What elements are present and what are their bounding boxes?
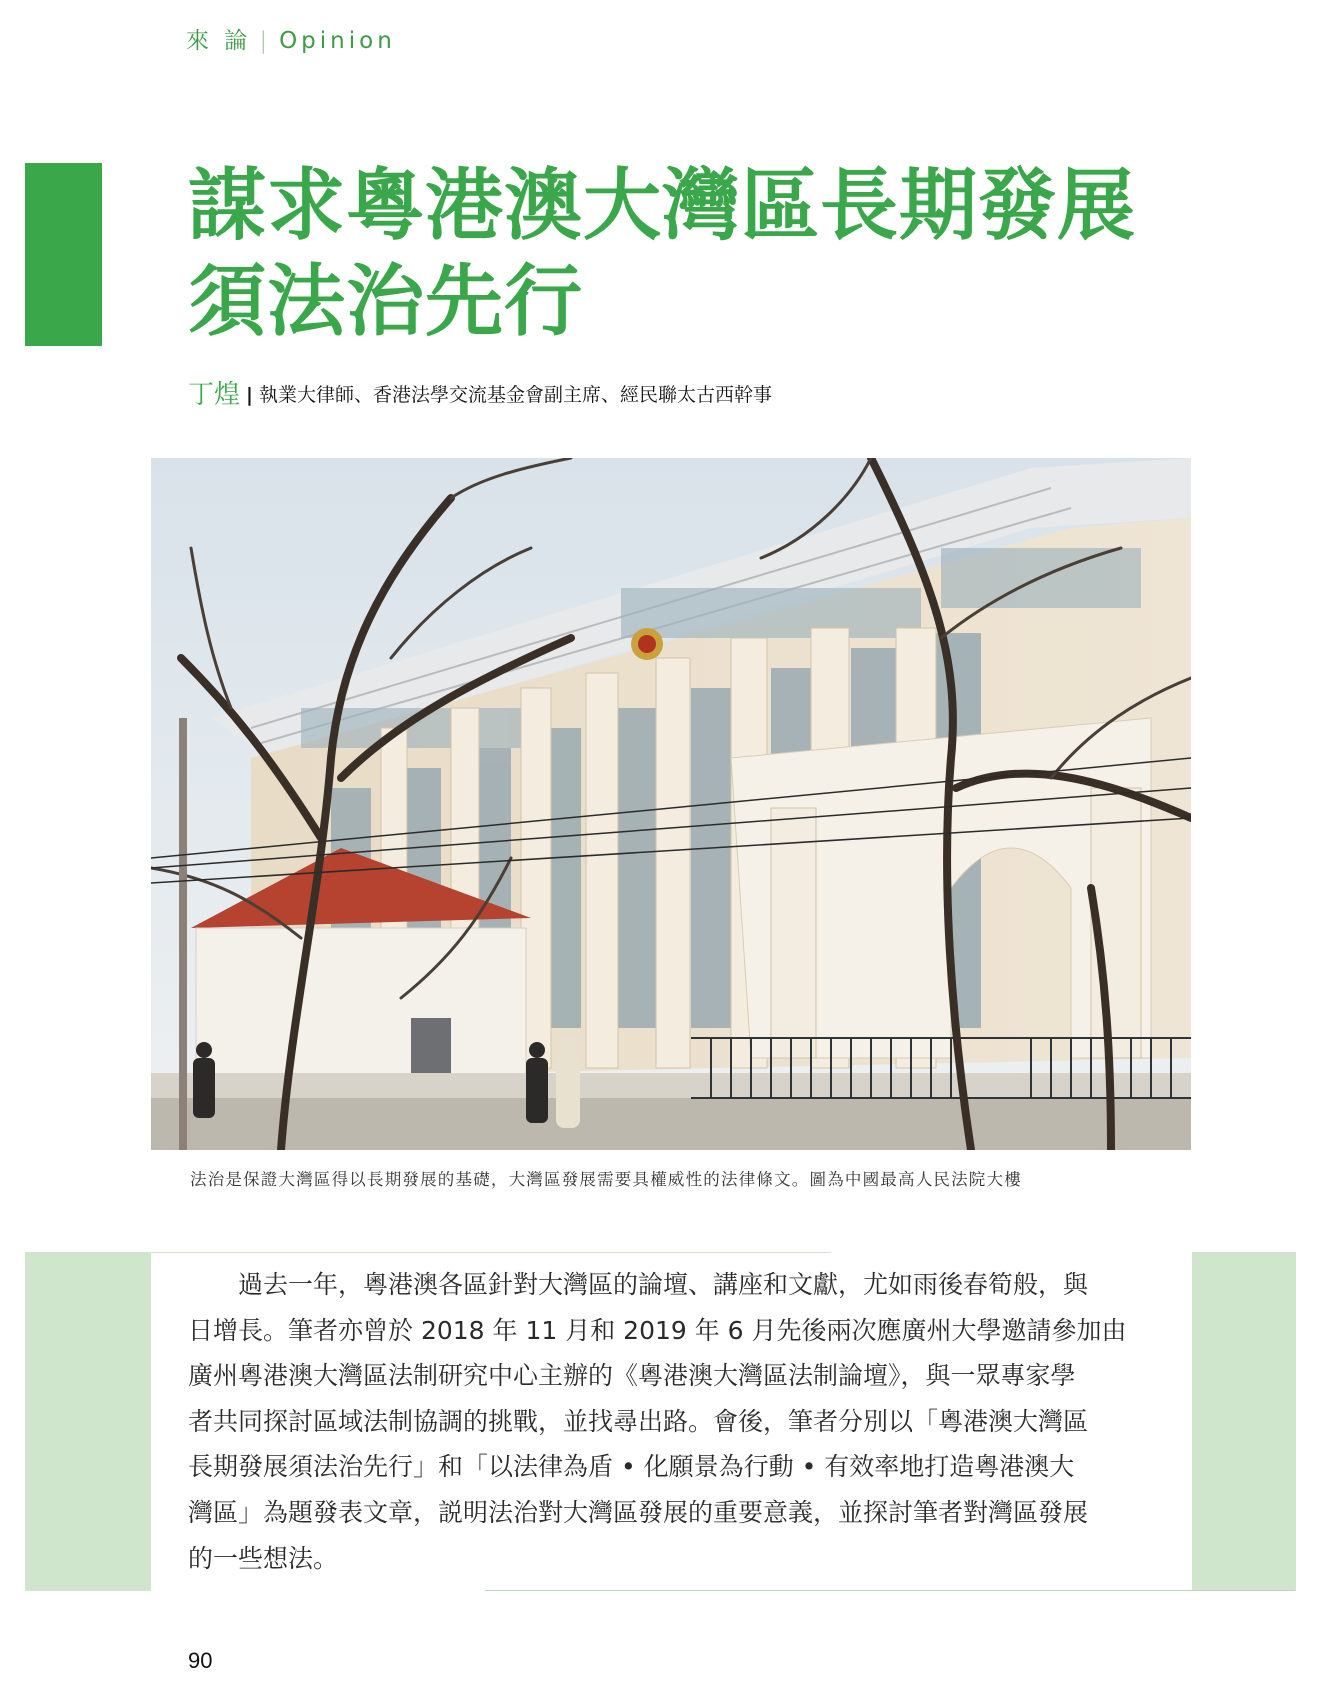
author-titles: 執業大律師、香港法學交流基金會副主席、經民聯太古西幹事 [258,384,772,406]
article-body [188,1262,1188,1581]
right-green-block [1192,1252,1296,1591]
section-label-zh: 來 論 [186,28,252,54]
author-name: 丁煌 [188,380,241,410]
top-rule [151,1252,831,1253]
left-green-block [25,1252,151,1591]
body-line: 長期發展須法治先行」和「以法律為盾 • 化願景為行動 • 有效率地打造粵港澳大 [188,1452,1075,1482]
page-number: 90 [188,1648,213,1673]
bottom-rule [485,1590,1295,1591]
court-building-photo [151,458,1191,1150]
byline [188,374,772,411]
title-accent-bar [25,163,102,346]
body-line: 過去一年，粵港澳各區針對大灣區的論壇、講座和文獻，尤如雨後春筍般，與 [188,1270,1089,1299]
body-line: 日增長。筆者亦曾於 2018 年 11 月和 2019 年 6 月先後兩次應廣州大學邀請參加由 [188,1315,1127,1345]
byline-separator: | [246,384,253,406]
section-tag [186,22,396,55]
title-line-2: 須法治先行 [188,257,584,347]
body-line: 灣區」為題發表文章，説明法治對大灣區發展的重要意義，並探討筆者對灣區發展 [188,1497,1089,1527]
body-line: 者共同探討區域法制協調的挑戰，並找尋出路。會後，筆者分別以「粵港澳大灣區 [188,1406,1089,1436]
body-line: 廣州粵港澳大灣區法制研究中心主辦的《粵港澳大灣區法制論壇》，與一眾專家學 [188,1361,1076,1391]
body-line: 的一些想法。 [188,1543,339,1573]
title-line-1: 謀求粵港澳大灣區長期發展 [188,161,1137,251]
section-label-en: Opinion [279,28,396,54]
photo-caption: 法治是保證大灣區得以長期發展的基礎，大灣區發展需要具權威性的法律條文。圖為中國最高人民法院大樓 [190,1170,1022,1189]
article-title [188,158,1188,350]
section-separator: | [259,28,272,54]
